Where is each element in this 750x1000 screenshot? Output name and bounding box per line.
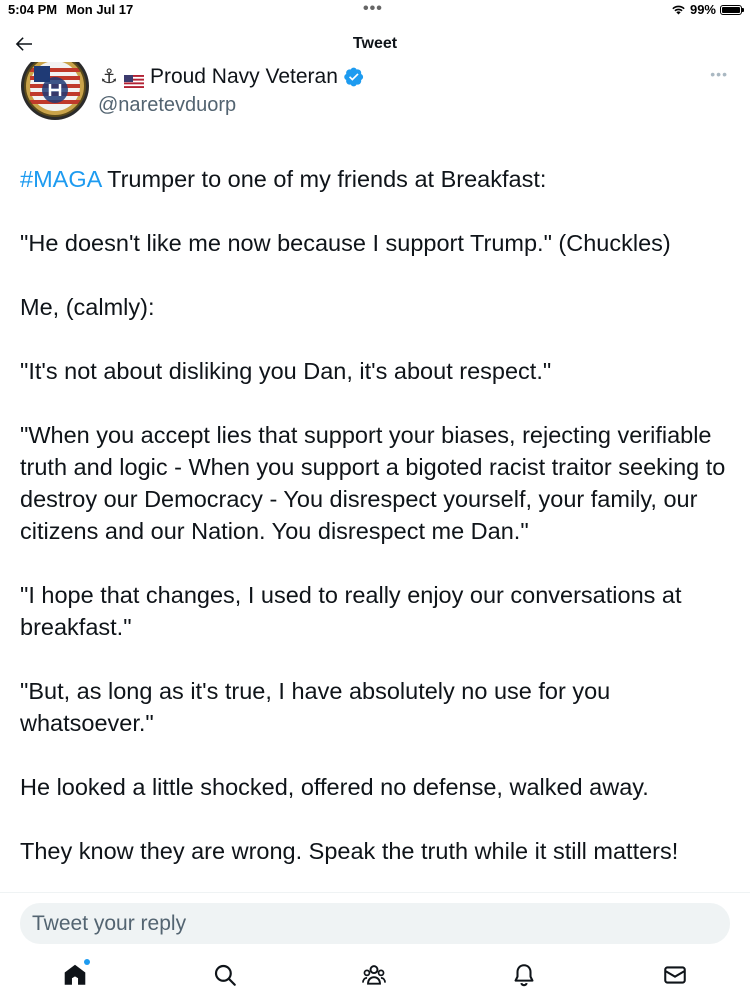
author-name-line[interactable] (100, 64, 364, 89)
wifi-icon (671, 4, 686, 15)
communities-icon (361, 962, 387, 988)
reply-placeholder: Tweet your reply (32, 912, 187, 935)
tweet-paragraph: "I hope that changes, I used to really enjoy our conversations at breakfast." (20, 582, 682, 640)
tweet-paragraph: Me, (calmly): (20, 294, 155, 320)
tab-search[interactable] (212, 962, 238, 988)
tweet-paragraph: "It's not about disliking you Dan, it's about respect." (20, 358, 552, 384)
tweet-author (0, 60, 750, 130)
avatar[interactable] (20, 62, 90, 122)
verified-badge-icon (344, 67, 364, 87)
tweet-paragraph (20, 163, 732, 195)
status-right (671, 2, 742, 17)
divider (0, 892, 750, 893)
tweet-paragraph: They know they are wrong. Speak the truth while it still matters! (20, 838, 679, 864)
status-date: Mon Jul 17 (66, 2, 134, 17)
tweet-paragraph: "He doesn't like me now because I support Trump." (Chuckles) (20, 230, 671, 256)
top-nav (0, 26, 750, 62)
battery-percent: 99% (689, 2, 716, 17)
anchor-icon: ⚓ (100, 66, 118, 88)
mail-icon (662, 962, 688, 988)
tab-messages[interactable] (662, 962, 688, 988)
author-display-name: Proud Navy Veteran (149, 64, 338, 88)
navy-seal-avatar (20, 62, 90, 122)
bottom-tab-bar (0, 952, 750, 1000)
reply-input[interactable] (20, 903, 730, 944)
status-time: 5:04 PM (8, 2, 58, 17)
tweet-text (20, 163, 732, 899)
tweet-paragraph: "But, as long as it's true, I have absolutely no use for you whatsoever." (20, 678, 611, 736)
us-flag-icon (124, 70, 144, 83)
author-handle[interactable]: @naretevduorp (98, 94, 237, 116)
battery-fill (722, 7, 740, 13)
hashtag-link[interactable]: #MAGA (20, 166, 101, 192)
more-options-icon[interactable]: ••• (710, 66, 728, 82)
search-icon (212, 962, 238, 988)
tab-notifications[interactable] (511, 962, 537, 988)
home-icon (62, 962, 88, 988)
battery-icon (720, 5, 742, 15)
multitasking-dots-icon[interactable]: ••• (363, 0, 383, 17)
tweet-paragraph: "When you accept lies that support your biases, rejecting verifiable truth and logic - When you support a bigoted racist traitor seeking to destroy our Democracy - You disrespect yourself, your family, our citizens and our Nation. You disrespect me Dan." (20, 422, 726, 544)
tweet-first-line: Trumper to one of my friends at Breakfast: (100, 166, 547, 192)
page-title: Tweet (352, 35, 398, 52)
tab-communities[interactable] (361, 962, 387, 988)
tweet-paragraph: He looked a little shocked, offered no defense, walked away. (20, 774, 649, 800)
bell-icon (511, 962, 537, 988)
notification-dot (84, 959, 90, 965)
tab-home[interactable] (62, 962, 88, 988)
status-bar (0, 0, 750, 20)
